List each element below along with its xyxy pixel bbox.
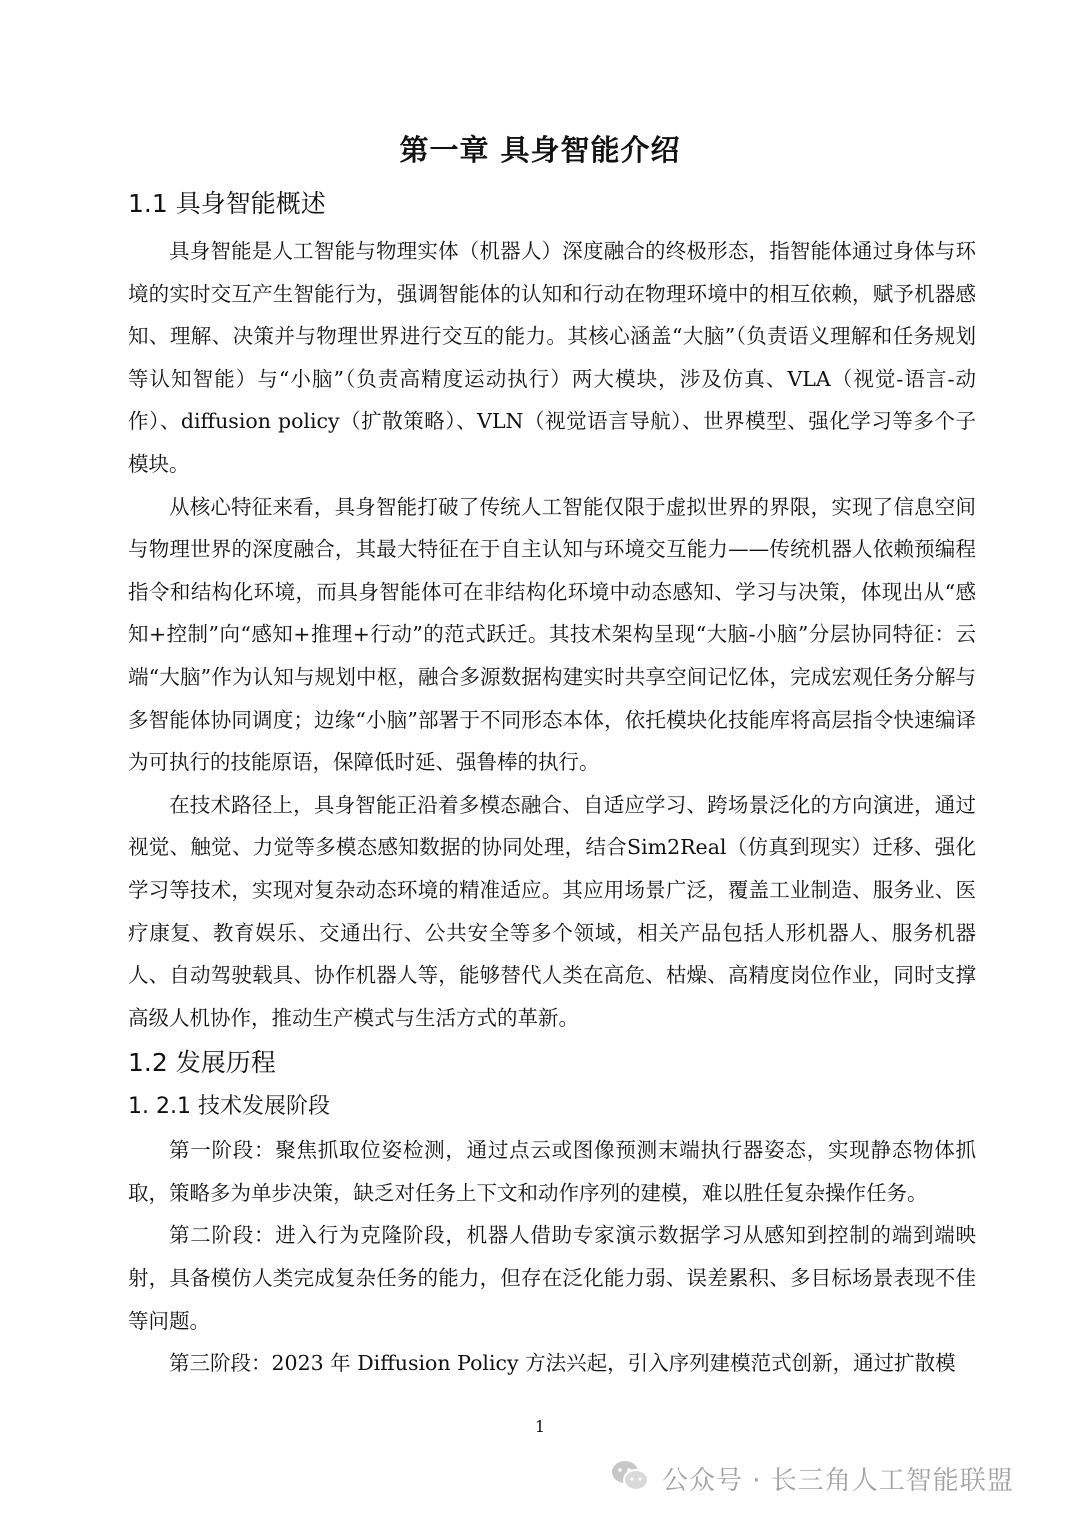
wechat-icon <box>610 1459 650 1497</box>
paragraph: 第三阶段：2023 年 Diffusion Policy 方法兴起，引入序列建模范式创新，通过扩散模 <box>169 1351 956 1376</box>
watermark <box>610 1458 1014 1498</box>
section-heading: 1.1 具身智能概述 <box>128 189 326 218</box>
paragraph: 具身智能是人工智能与物理实体（机器人）深度融合的终极形态，指智能体通过身体与环境的实时交互产生智能行为，强调智能体的认知和行动在物理环境中的相互依赖，赋予机器感知、理解、决策并与物理世界进行交互的能力。其核心涵盖“大脑”（负责语义理解和任务规划等认知智能）与“小脑”（负责高精度运动执行）两大模块，涉及仿真、VLA（视觉-语言-动作）、diffusion policy（扩散策略）、VLN（视觉语言导航）、世界模型、强化学习等多个子模块。 <box>128 239 976 476</box>
chapter-title: 第一章 具身智能介绍 <box>399 133 681 167</box>
page-content <box>128 186 976 1385</box>
paragraph: 从核心特征来看，具身智能打破了传统人工智能仅限于虚拟世界的界限，实现了信息空间与物理世界的深度融合，其最大特征在于自主认知与环境交互能力——传统机器人依赖预编程指令和结构化环境，而具身智能体可在非结构化环境中动态感知、学习与决策，体现出从“感知+控制”向“感知+推理+行动”的范式跃迁。其技术架构呈现“大脑-小脑”分层协同特征：云端“大脑”作为认知与规划中枢，融合多源数据构建实时共享空间记忆体，完成宏观任务分解与多智能体协同调度；边缘“小脑”部署于不同形态本体，依托模块化技能库将高层指令快速编译为可执行的技能原语，保障低时延、强鲁棒的执行。 <box>128 494 976 775</box>
paragraph: 第一阶段：聚焦抓取位姿检测，通过点云或图像预测末端执行器姿态，实现静态物体抓取，策略多为单步决策，缺乏对任务上下文和动作序列的建模，难以胜任复杂操作任务。 <box>128 1138 976 1205</box>
paragraph: 在技术路径上，具身智能正沿着多模态融合、自适应学习、跨场景泛化的方向演进，通过视觉、触觉、力觉等多模态感知数据的协同处理，结合Sim2Real（仿真到现实）迁移、强化学习等技术，实现对复杂动态环境的精准适应。其应用场景广泛，覆盖工业制造、服务业、医疗康复、教育娱乐、交通出行、公共安全等多个领域，相关产品包括人形机器人、服务机器人、自动驾驶载具、协作机器人等，能够替代人类在高危、枯燥、高精度岗位作业，同时支撑高级人机协作，推动生产模式与生活方式的革新。 <box>128 792 976 1030</box>
paragraph: 第二阶段：进入行为克隆阶段，机器人借助专家演示数据学习从感知到控制的端到端映射，具备模仿人类完成复杂任务的能力，但存在泛化能力弱、误差累积、多目标场景表现不佳等问题。 <box>128 1223 976 1333</box>
subsection-heading: 1. 2.1 技术发展阶段 <box>128 1094 330 1120</box>
page-number: 1 <box>534 1417 546 1436</box>
section-heading: 1.2 发展历程 <box>128 1048 276 1078</box>
watermark-text: 公众号 · 长三角人工智能联盟 <box>662 1465 1014 1496</box>
